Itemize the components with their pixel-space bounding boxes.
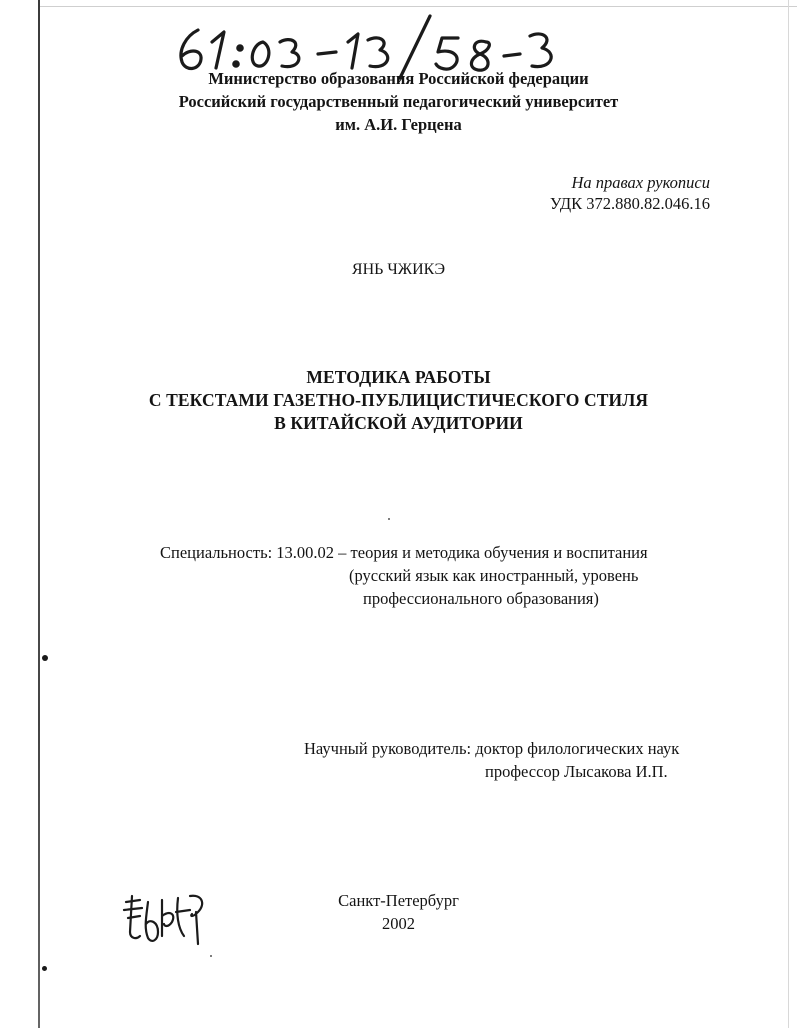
year: 2002 — [382, 914, 415, 933]
scan-speck — [388, 518, 390, 520]
city: Санкт-Петербург — [338, 891, 459, 910]
punch-hole-mark — [42, 655, 48, 661]
specialty-line-2: (русский язык как иностранный, уровень — [349, 566, 639, 585]
advisor-line-1: Научный руководитель: доктор филологических наук — [304, 739, 680, 758]
ministry-line: Министерство образования Российской федерации — [208, 69, 589, 88]
scan-speck — [210, 955, 212, 957]
specialty-line-3: профессионального образования) — [363, 589, 599, 608]
scan-edge-left — [38, 0, 40, 1028]
named-after-line: им. А.И. Герцена — [335, 115, 462, 134]
udk-code: УДК 372.880.82.046.16 — [549, 194, 710, 213]
scan-edge-right — [788, 0, 789, 1028]
handwritten-signature — [118, 888, 210, 950]
manuscript-rights-label: На правах рукописи — [571, 173, 710, 192]
title-line-1: МЕТОДИКА РАБОТЫ — [306, 367, 491, 387]
author-name: ЯНЬ ЧЖИКЭ — [351, 261, 446, 278]
punch-hole-mark — [42, 966, 47, 971]
title-line-2: С ТЕКСТАМИ ГАЗЕТНО-ПУБЛИЦИСТИЧЕСКОГО СТИЛЯ — [148, 390, 649, 410]
university-line: Российский государственный педагогический университет — [178, 92, 619, 111]
advisor-line-2: профессор Лысакова И.П. — [485, 762, 668, 781]
scan-edge-top — [40, 6, 797, 7]
title-line-3: В КИТАЙСКОЙ АУДИТОРИИ — [274, 413, 523, 433]
specialty-line-1: Специальность: 13.00.02 – теория и методика обучения и воспитания — [160, 543, 648, 562]
